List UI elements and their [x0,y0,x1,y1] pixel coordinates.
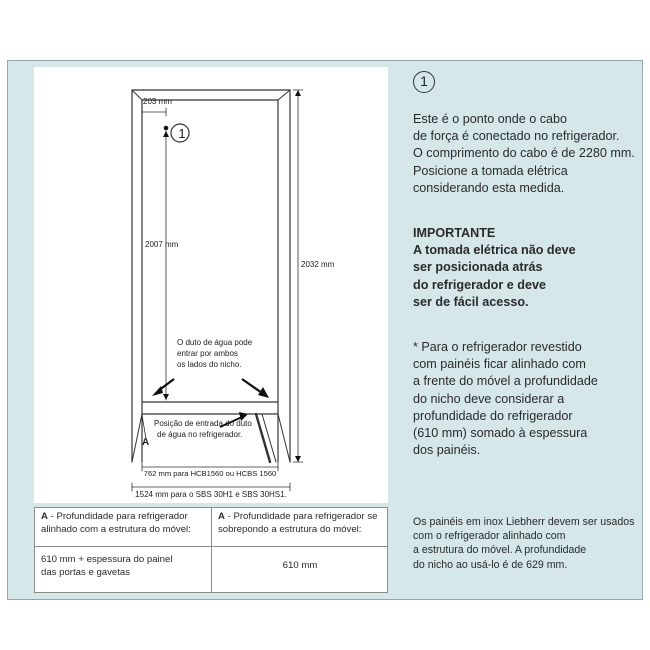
floor-left [132,414,142,462]
text-line: do nicho ao usá-lo é de 629 mm. [413,558,568,571]
text-line: do nicho deve considerar a [413,391,565,406]
plug-point-icon [164,126,169,131]
dim-2032-label: 2032 mm [301,260,335,269]
depth-table [34,507,388,593]
text-line: dos painéis. [413,443,481,458]
floor-right [278,414,290,462]
table-cell-aligned-value: 610 mm + espessura do painel das portas e gavetas [41,554,173,578]
water-duct-note-1: O duto de água pode [177,338,253,347]
water-duct-note-3: os lados do nicho. [177,360,242,369]
circle-number-badge: 1 [413,71,435,93]
dim-1524-label: 1524 mm para o SBS 30H1 e SBS 30HS1. [135,490,287,499]
text-line: Posicione a tomada elétrica [413,163,568,178]
table-header-overlapping: A - Profundidade para refrigerador se sobrepondo a estrutura do móvel: [218,511,378,535]
niche-diagram [34,67,388,503]
arrow-left-icon [152,386,163,396]
text-line: a frente do móvel a profundidade [413,374,598,389]
power-cable-paragraph [413,111,635,197]
text-line: com painéis ficar alinhado com [413,357,586,372]
arrow-right-icon [258,387,269,398]
water-duct-note-2: entrar por ambos [177,349,238,358]
frame-corner-left [132,90,142,100]
important-heading: IMPORTANTE [413,226,496,240]
table-header-aligned: A - Profundidade para refrigerador alinhado com a estrutura do móvel: [41,511,191,535]
text-line: ser posicionada atrás [413,260,543,275]
text-line: profundidade do refrigerador [413,408,573,423]
text-line: O comprimento do cabo é de 2280 mm. [413,146,635,161]
panel-depth-paragraph [413,339,598,459]
frame-corner-right [278,90,290,100]
niche-outer-frame [132,90,290,462]
niche-drawing [34,67,388,503]
text-line: a estrutura do móvel. A profundidade [413,544,587,557]
water-duct [256,414,270,462]
point-a-leader [142,415,146,439]
text-line: considerando esta medida. [413,180,565,195]
important-paragraph [413,225,576,311]
dim-203-label: 203 mm [143,97,172,106]
inox-panels-note [413,515,638,572]
table-cell-overlapping-value: 610 mm [282,560,318,571]
marker-circle-1-label: 1 [178,126,186,141]
point-a-label: A [142,437,150,448]
dim-762-label: 762 mm para HCB1560 ou HCBS 1560 [143,469,277,478]
text-line: Este é o ponto onde o cabo [413,112,568,126]
text-line: de força é conectado no refrigerador. [413,129,620,144]
text-line: ser de fácil acesso. [413,294,529,309]
niche-inner-frame [142,100,278,462]
table-divider-horizontal [35,546,387,547]
text-line: com o refrigerador alinhado com [413,530,566,543]
text-line: (610 mm) somado à espessura [413,426,588,441]
installation-panel [7,60,643,600]
dim-2007-label: 2007 mm [145,240,179,249]
text-line: do refrigerador e deve [413,277,546,292]
inlet-note-2: de água no refrigerador. [157,430,243,439]
text-line: A tomada elétrica não deve [413,243,576,258]
inlet-note-1: Posição de entrada do duto [154,419,252,428]
text-line: * Para o refrigerador revestido [413,340,582,354]
text-line: Os painéis em inox Liebherr devem ser usados [413,516,635,528]
